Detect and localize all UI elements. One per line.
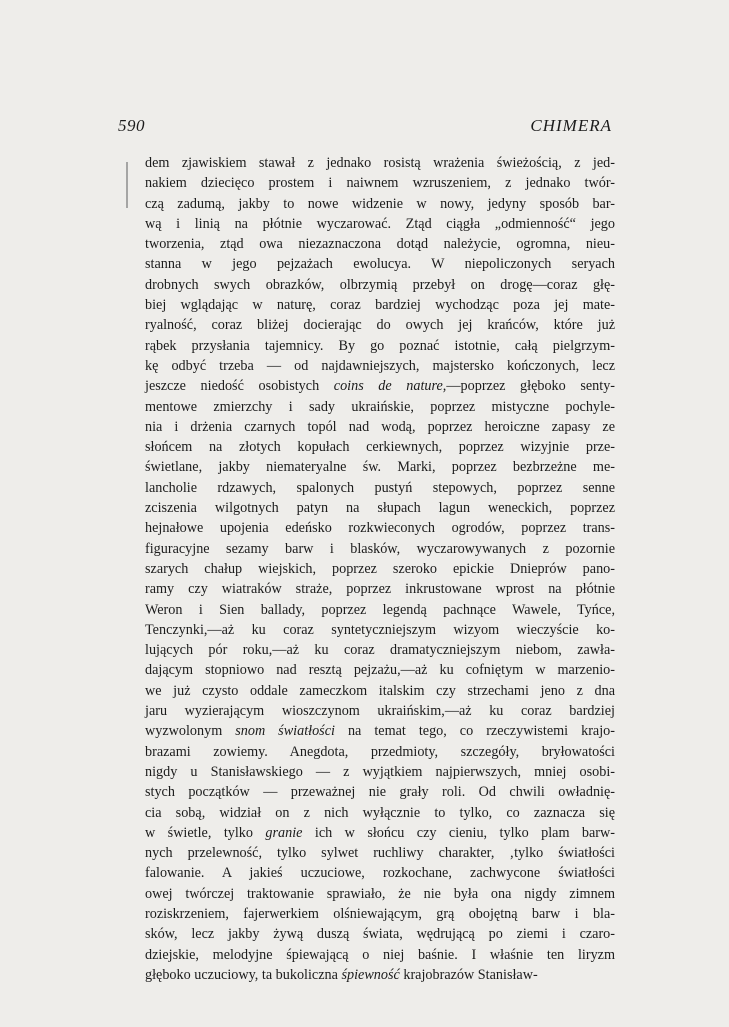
text-segment: nakiem dziecięco prostem i naiwnem wzruszeniem, z jednako twór-	[145, 175, 615, 192]
text-segment: w świetle, tylko	[145, 824, 266, 841]
body-text	[145, 153, 615, 985]
text-segment: mentowe zmierzchy i sady ukraińskie, poprzez mistyczne pochyle-	[145, 398, 615, 415]
text-segment: jaru wyzierającym wioszczynom ukraińskim,—aż ku coraz bardziej	[145, 703, 615, 720]
text-line	[145, 315, 615, 335]
text-segment: kę odbyć trzeba — od najdawniejszych, majstersko kończonych, lecz	[145, 357, 615, 374]
text-line	[145, 823, 615, 843]
margin-pencil-mark	[126, 162, 128, 208]
text-line	[145, 194, 615, 214]
text-line	[145, 376, 615, 396]
text-segment: zciszenia wilgotnych patyn na słupach lagun weneckich, poprzez	[145, 500, 615, 517]
text-line	[145, 782, 615, 802]
text-segment: we już czysto oddale zameczkom italskim czy strzechami jeno z dna	[145, 682, 615, 699]
text-line	[145, 275, 615, 295]
page-header	[118, 116, 612, 140]
text-line	[145, 945, 615, 965]
text-line	[145, 762, 615, 782]
text-segment: nigdy u Stanisławskiego — z wyjątkiem najpierwszych, mniej osobi-	[145, 763, 615, 780]
text-line	[145, 843, 615, 863]
text-segment: tworzenia, ztąd owa niezaznaczona dotąd należycie, ogromna, nieu-	[145, 236, 615, 253]
text-segment: cia sobą, widział on z nich wyłącznie to tylko, co zaznacza się	[145, 804, 615, 821]
page-number: 590	[118, 116, 145, 135]
text-segment: roziskrzeniem, fajerwerkiem olśniewającym, grą obojętną barw i bla-	[145, 905, 615, 922]
text-line	[145, 214, 615, 234]
text-segment: nia i drżenia czarnych topól nad wodą, poprzez heroiczne zapasy ze	[145, 418, 615, 435]
text-segment: sków, lecz jakby żywą duszą świata, wędrującą po ziemi i czaro-	[145, 926, 615, 943]
text-line	[145, 600, 615, 620]
text-line	[145, 254, 615, 274]
text-segment: rąbek przysłania tajemnicy. By go poznać istotnie, całą pielgrzym-	[145, 337, 615, 354]
text-segment: dającym stopniowo nad resztą pejzażu,—aż ku cofniętym w marzenio-	[145, 662, 615, 679]
text-line	[145, 173, 615, 193]
text-line	[145, 457, 615, 477]
text-line	[145, 234, 615, 254]
text-segment: czą zadumą, jakby to nowe widzenie w nowy, jedyny sposób bar-	[145, 195, 615, 212]
text-line	[145, 884, 615, 904]
text-segment: wą i linią na płótnie wyczarować. Ztąd ciągła „odmienność“ jego	[145, 215, 615, 232]
text-segment: ich w słońcu czy cieniu, tylko plam barw-	[302, 824, 615, 841]
text-segment: głęboko uczuciowy, ta bukoliczna	[145, 966, 342, 983]
text-segment: owej twórczej traktowanie sprawiało, że nie była ona nigdy zimnem	[145, 885, 615, 902]
text-segment: drobnych swych obrazków, olbrzymią przebył on drogę—coraz głę-	[145, 276, 615, 293]
text-segment: brazami zowiemy. Anegdota, przedmioty, szczegóły, bryłowatości	[145, 743, 615, 760]
text-segment: stych początków — przeważnej nie grały roli. Od chwili owładnię-	[145, 784, 615, 801]
text-segment: ryalność, coraz bliżej docierając do owych jej krańców, które już	[145, 317, 615, 334]
text-line	[145, 397, 615, 417]
text-line	[145, 417, 615, 437]
text-line	[145, 539, 615, 559]
text-line	[145, 721, 615, 741]
text-segment: lancholie rdzawych, spalonych pustyń stepowych, poprzez senne	[145, 479, 615, 496]
text-segment: nych przelewność, tylko sylwet ruchliwy charakter, ‚tylko światłości	[145, 845, 615, 862]
text-segment: Tenczynki,—aż ku coraz syntetyczniejszym wizyom wieczyście ko-	[145, 621, 615, 638]
text-line	[145, 559, 615, 579]
text-segment: krajobrazów Stanisław-	[399, 966, 538, 983]
text-line	[145, 478, 615, 498]
italic-text: śpiewność	[341, 966, 400, 983]
text-segment: słońcem na złotych kopułach cerkiewnych, poprzez wizyjnie prze-	[145, 439, 615, 456]
text-line	[145, 620, 615, 640]
text-segment: hejnałowe upojenia edeńsko rozkwieconych ogrodów, poprzez trans-	[145, 520, 615, 537]
text-line	[145, 924, 615, 944]
text-line	[145, 965, 615, 985]
text-line	[145, 863, 615, 883]
text-line	[145, 660, 615, 680]
text-segment: figuracyjne sezamy barw i blasków, wyczarowywanych z pozornie	[145, 540, 615, 557]
text-segment: stanna w jego pejzażach ewolucya. W niepoliczonych seryach	[145, 256, 615, 273]
text-segment: —poprzez głęboko senty-	[446, 378, 616, 395]
text-line	[145, 498, 615, 518]
text-line	[145, 153, 615, 173]
text-segment: falowanie. A jakieś uczuciowe, rozkochane, zachwycone światłości	[145, 865, 615, 882]
text-line	[145, 336, 615, 356]
text-line	[145, 437, 615, 457]
text-segment: lujących pór roku,—aż ku coraz dramatyczniejszym niebom, zawła-	[145, 642, 615, 659]
text-segment: jeszcze niedość osobistych	[145, 378, 334, 395]
text-line	[145, 356, 615, 376]
text-segment: świetlane, jakby niemateryalne św. Marki, poprzez bezbrzeżne me-	[145, 459, 615, 476]
text-segment: ramy czy wiatraków straże, poprzez inkrustowane wprost na płótnie	[145, 581, 615, 598]
text-segment: szarych chałup wiejskich, poprzez szeroko epickie Dnieprów pano-	[145, 560, 615, 577]
text-line	[145, 579, 615, 599]
text-line	[145, 742, 615, 762]
text-segment: na temat tego, co rzeczywistemi krajo-	[334, 723, 615, 740]
text-line	[145, 904, 615, 924]
text-line	[145, 295, 615, 315]
running-title: CHIMERA	[530, 116, 612, 135]
text-segment: Weron i Sien ballady, poprzez legendą pachnące Wawele, Tyńce,	[145, 601, 615, 618]
text-segment: wyzwolonym	[145, 723, 236, 740]
text-line	[145, 518, 615, 538]
italic-text: coins de nature,	[333, 378, 447, 395]
text-line	[145, 803, 615, 823]
text-line	[145, 701, 615, 721]
text-segment: dem zjawiskiem stawał z jednako rosistą wrażenia świeżością, z jed-	[145, 155, 615, 171]
italic-text: granie	[265, 824, 303, 841]
text-segment: dziejskie, melodyjne śpiewającą o niej baśnie. I właśnie ten liryzm	[145, 946, 615, 963]
text-line	[145, 681, 615, 701]
text-line	[145, 640, 615, 660]
italic-text: snom światłości	[235, 723, 335, 740]
text-segment: biej wglądając w naturę, coraz bardziej wychodząc poza jej mate-	[145, 297, 615, 314]
